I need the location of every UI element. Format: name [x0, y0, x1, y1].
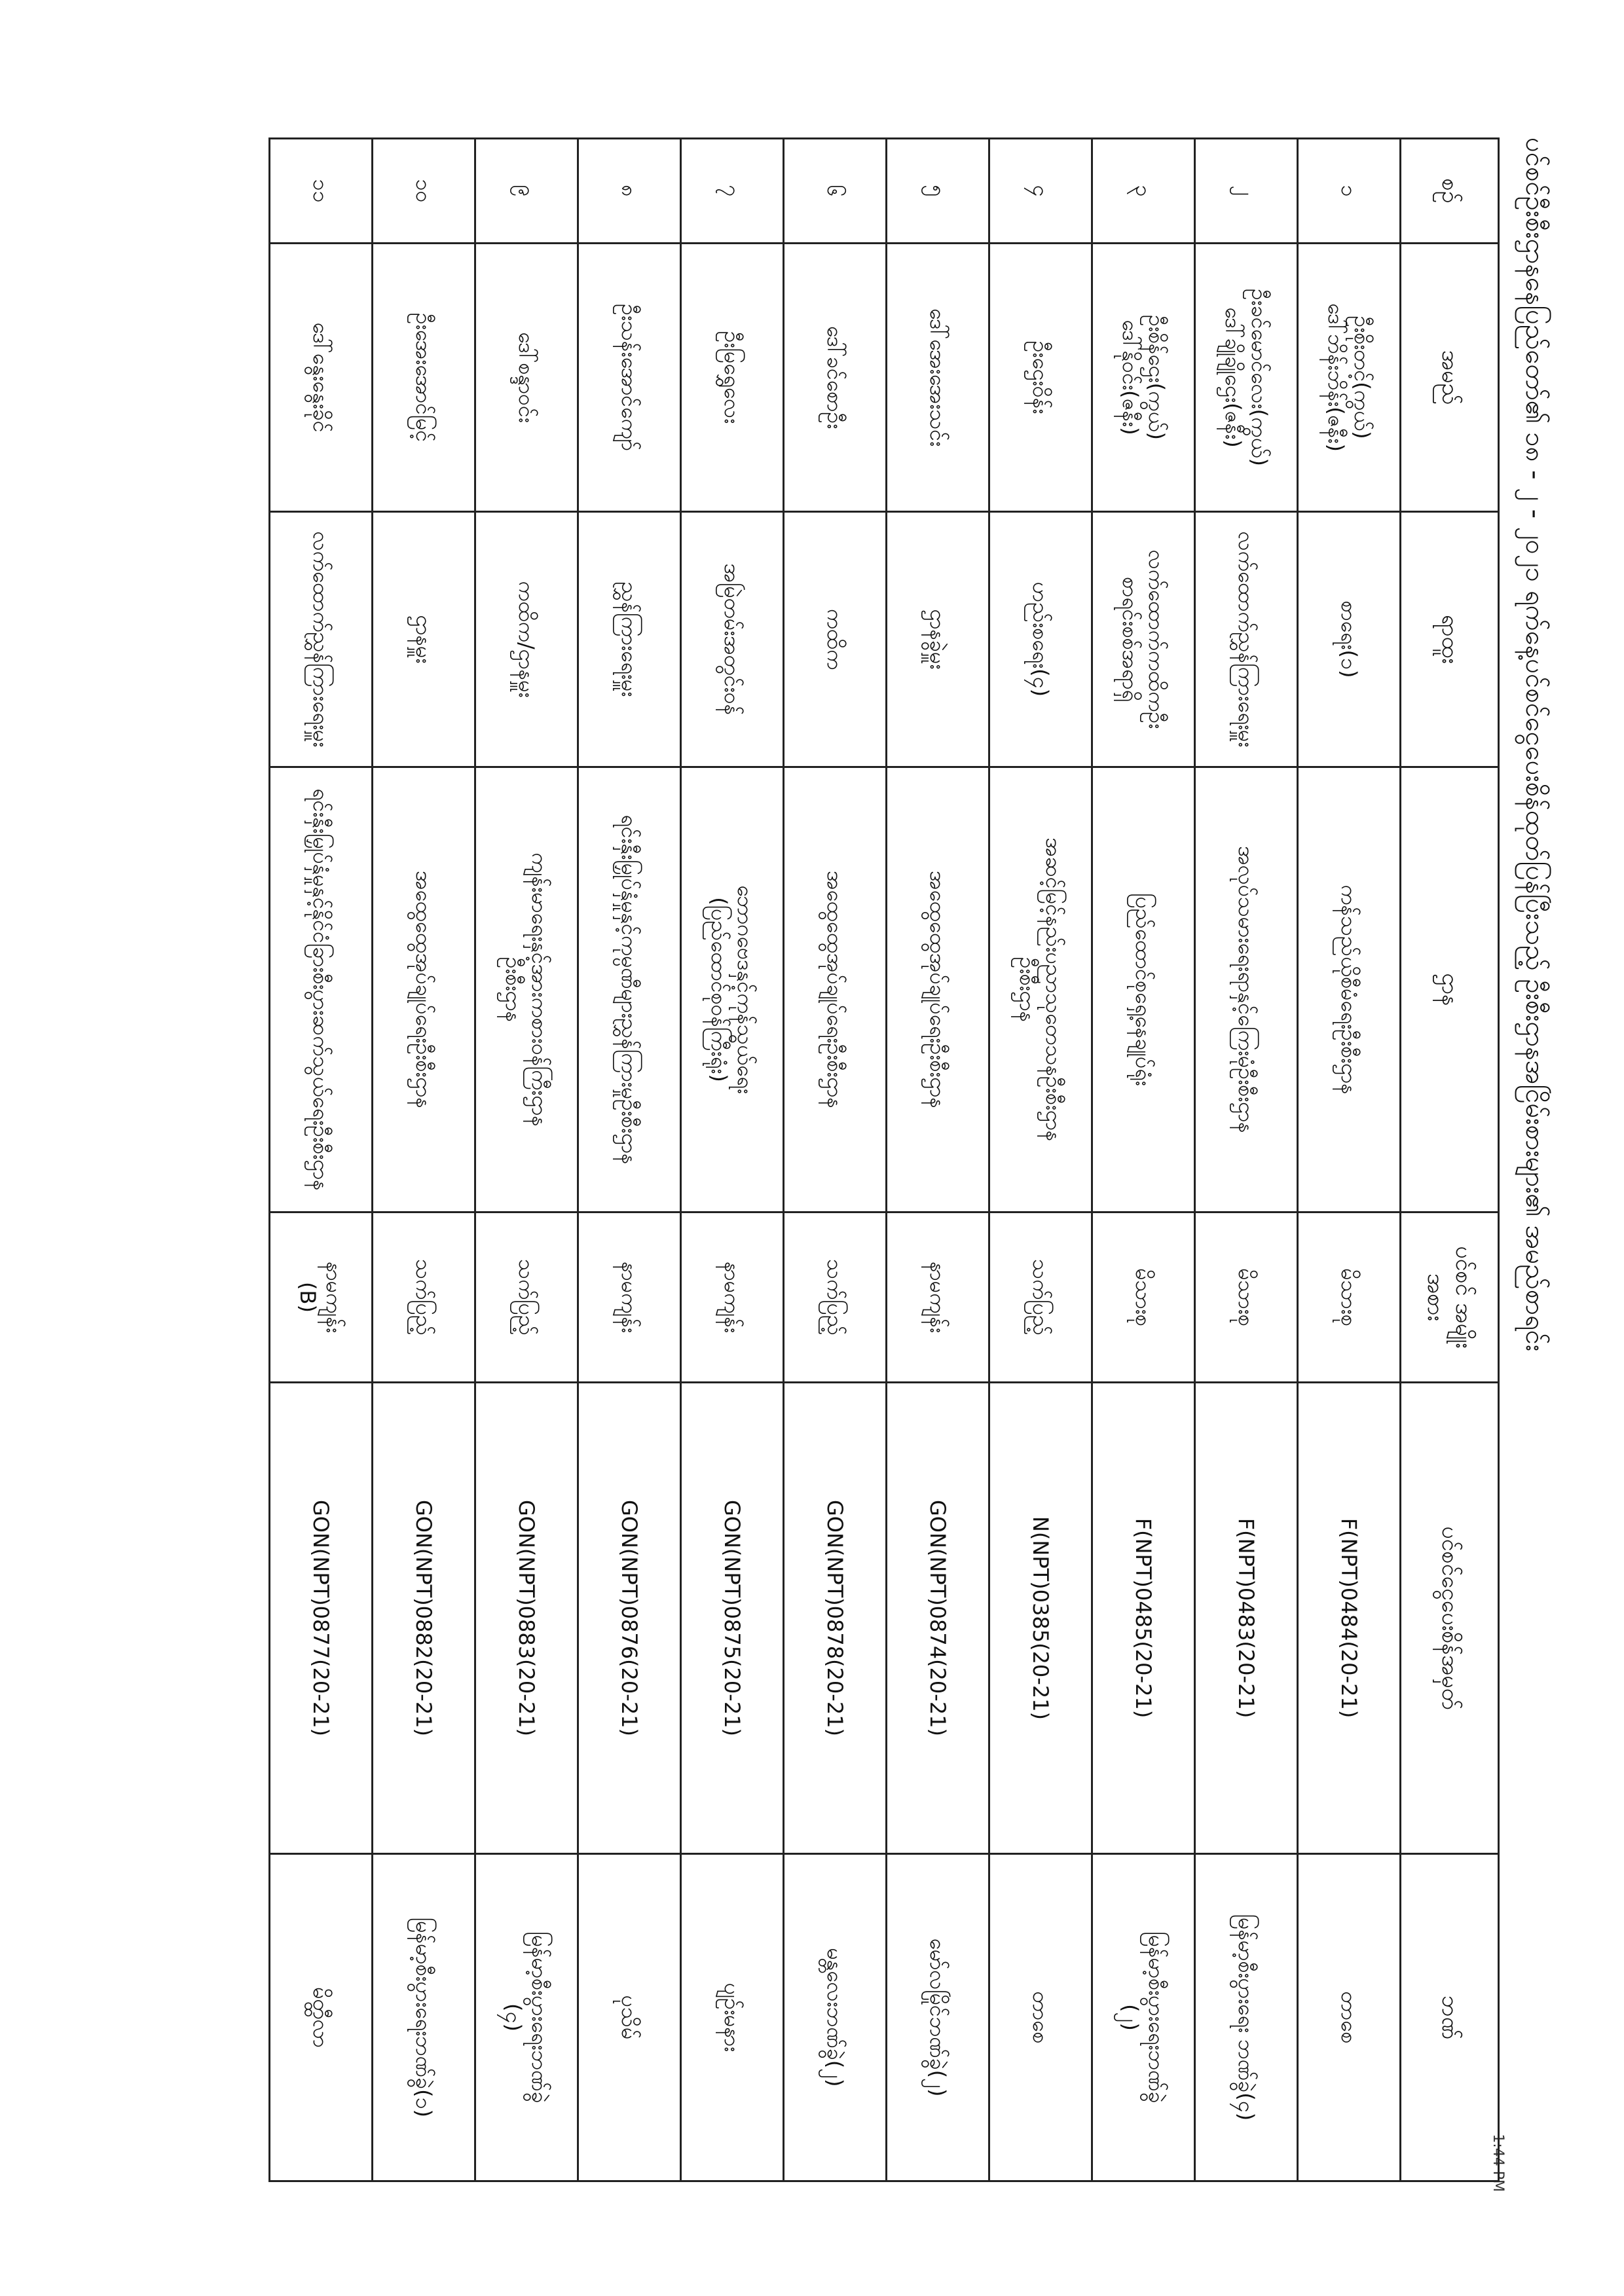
cell-licence: GON(NPT)0874(20-21): [887, 1383, 989, 1854]
cell-bank-line: မြန်မာ့စီးပွားရေး ဘဏ်ခွဲ(၄): [1234, 1914, 1259, 2121]
cell-name: [475, 244, 578, 512]
cell-name: [681, 244, 784, 512]
header-name: အမည်: [1401, 244, 1499, 512]
cell-department-line: အထွေထွေအုပ်ချုပ်ရေးဦးစီးဌာန: [925, 871, 950, 1108]
document-heading: ပင်စင်ဦးစီးဌာနနေပြည်တော်၏ ၁၈ - ၂ - ၂၀၂၁ ရက်နေ့ပင်စင်ငွေပေးစိန်ထုတ်ပြန်ပြီးသည့် ဦးစီးဌာနအငြိမ်းစားများ၏ အမည်စာရင်း: [1520, 137, 1550, 1352]
cell-bank-line: တာစေ: [1028, 1991, 1053, 2044]
cell-name-line: ဒေါ်ခင်စောဦး: [822, 325, 847, 429]
cell-pension-type: [270, 1212, 373, 1383]
cell-no: ၇: [681, 139, 784, 244]
cell-rank: [887, 512, 989, 767]
cell-pension-type-line: နာမကျန်း: [720, 1261, 745, 1334]
cell-pension-type: [475, 1212, 578, 1383]
cell-pension-type-line: (B): [295, 1282, 320, 1313]
cell-name-line: ဒေါ်ဘိန်းဘိန်း(ဇနီး): [1323, 303, 1348, 452]
cell-bank: [270, 1854, 373, 2181]
cell-name: [270, 244, 373, 512]
cell-rank-line: ဌာနခွဲမှူး: [925, 609, 950, 670]
cell-department-line: ရင်းနှီးမြှုပ်နှံမှုနှင့်နိုင်ငံခြားစီးပွားဆက်သွယ်ရေးဦးစီးဌာန: [308, 788, 333, 1191]
cell-rank-line: စာရေး(၁): [1337, 600, 1361, 678]
cell-rank-line: အမြဲတမ်းအတွင်းဝန်: [720, 563, 745, 716]
header-licence: ပင်စင်ငွေပေးစိန်အမှတ်: [1401, 1383, 1499, 1854]
cell-name-line: ဦးခင်မောင်လေး(ကွယ်): [1247, 288, 1272, 467]
cell-bank: [373, 1854, 475, 2181]
cell-department-line: ပြည်ထောင်စုရှေ့နေချုပ်ရုံး: [1131, 893, 1156, 1086]
cell-pension-type: [1298, 1212, 1401, 1383]
cell-department: [373, 767, 475, 1212]
cell-department: [784, 767, 887, 1212]
cell-pension-type-line: သက်ပြည့်: [822, 1259, 847, 1336]
timestamp: 1:44 PM: [1490, 2134, 1506, 2192]
cell-pension-type-line: နာမကျန်း: [925, 1261, 950, 1334]
cell-rank-line: လက်ထောက်ကထိကဦး: [1144, 549, 1169, 729]
header-pension-type: ပင်စင် အမျိုးအစား: [1401, 1212, 1499, 1383]
cell-name: [989, 244, 1092, 512]
cell-department: [1195, 767, 1298, 1212]
table-row: [578, 139, 681, 2181]
cell-bank: [1195, 1854, 1298, 2181]
cell-name: [1298, 244, 1401, 512]
cell-bank: [784, 1854, 887, 2181]
cell-bank-line: မော်လမြိုင်ဘဏ်ခွဲ(၂): [925, 1938, 950, 2097]
cell-pension-type: [1092, 1212, 1195, 1383]
cell-bank-line: မြန်မာ့စီးပွားရေးဘဏ်ခွဲ: [527, 1931, 552, 2104]
cell-no: ၆: [784, 139, 887, 244]
cell-licence: GON(NPT)0875(20-21): [681, 1383, 784, 1854]
cell-rank: [1092, 512, 1195, 767]
cell-pension-type: [578, 1212, 681, 1383]
table-row: [784, 139, 887, 2181]
cell-bank-line: မြန်မာ့စီးပွားရေးဘဏ်ခွဲ: [1144, 1931, 1169, 2104]
table-row: [1195, 139, 1298, 2181]
cell-bank: [1092, 1854, 1195, 2181]
cell-name-line: ဦးသန်းအောင်ကျော်: [617, 304, 642, 451]
table-body: [270, 139, 1401, 2181]
cell-pension-type-line: သက်ပြည့်: [514, 1259, 539, 1336]
cell-bank-line: တာစေ: [1337, 1991, 1361, 2044]
cell-department-line: ရင်းနှီးမြှုပ်နှံမှုနှင့်ကုမ္ပဏီများညွှန်ကြားမှုဦးစီးဌာန: [617, 814, 642, 1165]
cell-department-line: ဘောဂဗေဒနှင့်ကုန်သွယ်ရေး: [733, 885, 758, 1094]
cell-department-line: အလုပ်သမားရေးရာနှင့်ကြေးမုံဦးစီးဌာန: [1234, 846, 1259, 1133]
cell-licence: F(NPT)0483(20-21): [1195, 1383, 1298, 1854]
cell-no: ၂: [1195, 139, 1298, 244]
cell-name: [1092, 244, 1195, 512]
cell-rank: [373, 512, 475, 767]
cell-rank-line: ဟည်းစရေး(၄): [1028, 581, 1053, 697]
cell-rank: [989, 512, 1092, 767]
table-row: [270, 139, 373, 2181]
cell-name-line: ဦးဌေးဝိန်း: [1028, 340, 1053, 414]
cell-pension-type-line: နာမကျန်း: [617, 1261, 642, 1334]
cell-rank-line: စာရင်းစစ်အရာရှိ: [1118, 577, 1143, 702]
cell-licence: F(NPT)0484(20-21): [1298, 1383, 1401, 1854]
cell-rank-line: ကထိက: [822, 608, 847, 670]
cell-department-line: ကန်သည်ယိုစီမံရေးဦးစီးဌာန: [1337, 884, 1361, 1095]
cell-no: ၁၀: [373, 139, 475, 244]
cell-department-line: အထွေထွေအုပ်ချုပ်ရေးဦးစီးဌာန: [411, 871, 436, 1108]
cell-name-line: ဒေါ်အေးအေးသင်း: [925, 308, 950, 447]
cell-bank-line: မန္တလေးဘဏ်ခွဲ(၂): [822, 1948, 847, 2087]
cell-no: ၉: [475, 139, 578, 244]
cell-rank: [681, 512, 784, 767]
cell-bank-line: မိတ္ထီလာ: [308, 1987, 333, 2048]
cell-rank: [1298, 512, 1401, 767]
cell-pension-type: [887, 1212, 989, 1383]
cell-pension-type: [373, 1212, 475, 1383]
cell-name-line: ဦးမြရွှေလေး: [720, 331, 745, 424]
cell-department: [270, 767, 373, 1212]
cell-pension-type: [1195, 1212, 1298, 1383]
cell-bank: [578, 1854, 681, 2181]
cell-pension-type: [989, 1212, 1092, 1383]
cell-pension-type: [681, 1212, 784, 1383]
cell-department-line: ကျန်းမာရေးနှင့်အားကစားဝန်ကြီးဌာန: [527, 852, 552, 1127]
cell-name-line: ဒေါ်ချိုချိုဌေး(ဇနီး): [1221, 307, 1246, 448]
table-row: [681, 139, 784, 2181]
table-row: [1092, 139, 1195, 2181]
cell-pension-type-line: မိသားစု: [1131, 1268, 1156, 1326]
cell-bank-line: (၂): [1118, 2004, 1143, 2031]
cell-department: [887, 767, 989, 1212]
cell-name-line: ဦးစိန်ဌေး(ကွယ်): [1144, 314, 1169, 441]
cell-licence: GON(NPT)0882(20-21): [373, 1383, 475, 1854]
pensioner-table: [268, 137, 1500, 2182]
cell-name-line: ဦးစိုးတင့်(ကွယ်): [1350, 316, 1375, 439]
header-bank: ဘဏ်: [1401, 1854, 1499, 2181]
cell-name-line: ဒေါ်နွေးနွေးခိုင်: [308, 322, 333, 433]
cell-bank: [1298, 1854, 1401, 2181]
table-row: [475, 139, 578, 2181]
header-rank: ရာထူး: [1401, 512, 1499, 767]
cell-name-line: ဦးအေးအောင်မြင့်: [411, 312, 436, 443]
cell-name-line: ဒေါ်နိုဝင်း(ဇနီး): [1118, 319, 1143, 435]
cell-name-line: ဒေါ်စန္ဒာဝင်း: [514, 332, 539, 423]
cell-department: [681, 767, 784, 1212]
cell-rank: [578, 512, 681, 767]
header-department: ဌာန: [1401, 767, 1499, 1212]
cell-licence: F(NPT)0485(20-21): [1092, 1383, 1195, 1854]
cell-bank-line: မြန်မာ့စီးပွားရေးဘဏ်ခွဲ(၁): [411, 1917, 436, 2118]
cell-no: ၁၁: [270, 139, 373, 244]
cell-department-line: ဦးစီးဌာန: [1015, 957, 1040, 1023]
cell-bank: [681, 1854, 784, 2181]
cell-rank-line: ညွှန်ကြားရေးမှူး: [617, 581, 642, 697]
cell-rank: [270, 512, 373, 767]
cell-bank: [887, 1854, 989, 2181]
cell-rank-line: ကထိက/ဌာနမှူး: [514, 581, 539, 698]
cell-department: [989, 767, 1092, 1212]
cell-department: [475, 767, 578, 1212]
cell-no: ၁: [1298, 139, 1401, 244]
cell-name: [578, 244, 681, 512]
table-row: [989, 139, 1092, 2181]
cell-department: [1298, 767, 1401, 1212]
cell-pension-type-line: သက်ပြည့်: [1028, 1259, 1053, 1336]
cell-rank: [475, 512, 578, 767]
cell-name: [784, 244, 887, 512]
cell-department: [1092, 767, 1195, 1212]
cell-pension-type-line: သက်ပြည့်: [411, 1259, 436, 1336]
cell-no: ၅: [887, 139, 989, 244]
cell-pension-type-line: မိသားစု: [1337, 1268, 1361, 1326]
cell-rank: [784, 512, 887, 767]
cell-bank-line: ပုသိမ်: [617, 1995, 642, 2040]
cell-department-line: အဆင့်မြင့်နည်းပညာသုတေသနဦးစီးဌာန: [1041, 837, 1066, 1142]
cell-bank: [475, 1854, 578, 2181]
table-row: [1298, 139, 1401, 2181]
cell-rank-line: လက်ထောက်ညွှန်ကြားရေးမှူး: [308, 531, 333, 748]
cell-rank-line: လက်ထောက်ညွှန်ကြားရေးမှူး: [1234, 531, 1259, 748]
cell-department-line: ဦးစီးဌာန: [501, 957, 526, 1023]
cell-bank-line: ပျဉ်းမနား: [720, 1982, 745, 2052]
cell-name: [1195, 244, 1298, 512]
cell-name: [373, 244, 475, 512]
cell-no: ၃: [1092, 139, 1195, 244]
cell-licence: N(NPT)0385(20-21): [989, 1383, 1092, 1854]
cell-licence: GON(NPT)0878(20-21): [784, 1383, 887, 1854]
cell-department: [578, 767, 681, 1212]
cell-rank: [1195, 512, 1298, 767]
cell-pension-type: [784, 1212, 887, 1383]
cell-bank-line: (၄): [501, 2003, 526, 2032]
cell-department-line: အထွေထွေအုပ်ချုပ်ရေးဦးစီးဌာန: [822, 871, 847, 1108]
header-no: စဉ်: [1401, 139, 1499, 244]
table-row: [373, 139, 475, 2181]
cell-name: [887, 244, 989, 512]
cell-licence: GON(NPT)0876(20-21): [578, 1383, 681, 1854]
cell-pension-type-line: မိသားစု: [1234, 1268, 1259, 1326]
cell-no: ၈: [578, 139, 681, 244]
cell-bank: [989, 1854, 1092, 2181]
cell-licence: GON(NPT)0883(20-21): [475, 1383, 578, 1854]
table-row: [887, 139, 989, 2181]
cell-no: ၄: [989, 139, 1092, 244]
cell-rank-line: ဌာနမှူး: [411, 615, 436, 664]
table-header-row: [1401, 139, 1499, 2181]
cell-pension-type-line: နာမကျန်း: [322, 1261, 346, 1334]
cell-department-line: (ပြည်ထောင်စုဝန်ကြီးရုံး): [707, 897, 731, 1082]
rotated-sheet: [210, 79, 1611, 2200]
cell-licence: GON(NPT)0877(20-21): [270, 1383, 373, 1854]
